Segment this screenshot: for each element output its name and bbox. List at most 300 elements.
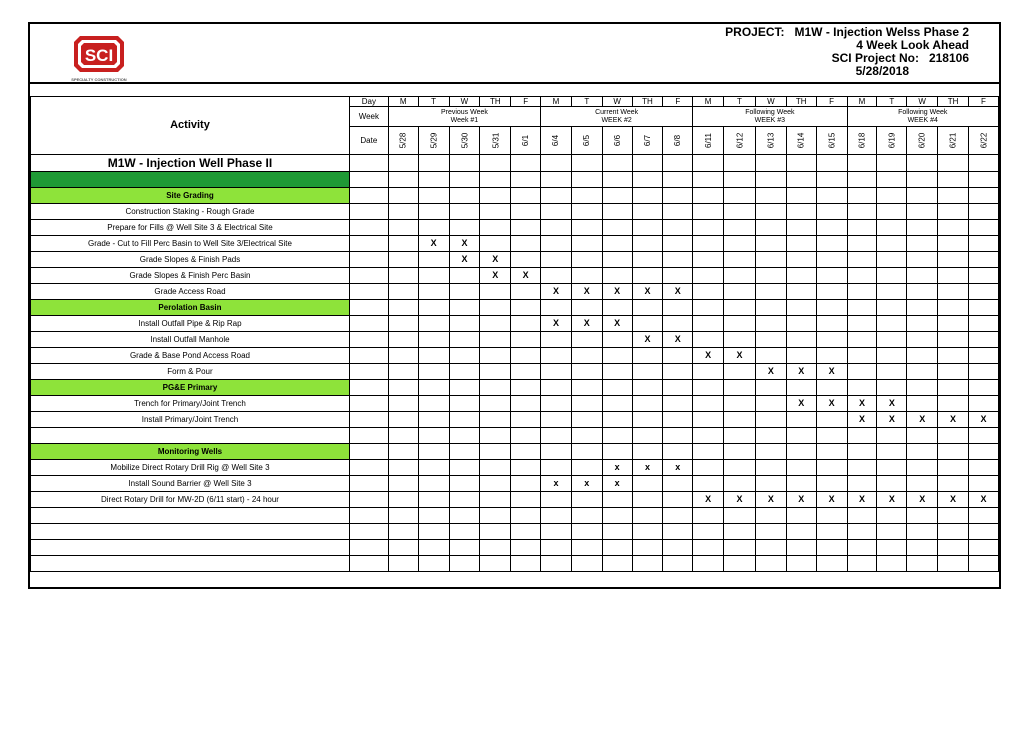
schedule-cell: [663, 252, 693, 268]
schedule-cell: [449, 284, 480, 300]
schedule-table: [30, 96, 999, 572]
schedule-cell: [968, 460, 998, 476]
schedule-cell: [907, 204, 938, 220]
schedule-cell: [724, 364, 756, 380]
schedule-cell: [511, 412, 541, 428]
schedule-cell: [755, 172, 786, 188]
schedule-cell: [877, 476, 907, 492]
week-cell: [349, 348, 388, 364]
schedule-cell: [968, 316, 998, 332]
day-label: Day: [349, 97, 388, 107]
schedule-cell: [571, 364, 602, 380]
schedule-cell: [847, 268, 877, 284]
schedule-cell: [693, 412, 724, 428]
schedule-cell: [816, 348, 847, 364]
date-cell: [388, 127, 418, 155]
schedule-cell: [877, 220, 907, 236]
schedule-cell: [877, 428, 907, 444]
schedule-cell: [663, 204, 693, 220]
schedule-cell: [938, 476, 969, 492]
schedule-cell: [571, 188, 602, 204]
day-cell: TH: [480, 97, 511, 107]
schedule-cell: [511, 188, 541, 204]
schedule-cell: [632, 188, 663, 204]
activity-name: Grade Access Road: [31, 284, 350, 300]
date-cell: [786, 127, 816, 155]
schedule-cell: [418, 556, 449, 572]
schedule-cell: [449, 524, 480, 540]
week-cell: [349, 492, 388, 508]
schedule-cell: [571, 524, 602, 540]
schedule-cell: [877, 364, 907, 380]
date-cell: [968, 127, 998, 155]
schedule-cell: [632, 380, 663, 396]
schedule-cell: [755, 412, 786, 428]
schedule-cell: [571, 236, 602, 252]
schedule-cell: [847, 428, 877, 444]
schedule-cell: [693, 300, 724, 316]
logo-text: SCI: [84, 46, 114, 65]
schedule-cell: [693, 524, 724, 540]
schedule-cell: [449, 380, 480, 396]
schedule-cell: X: [968, 412, 998, 428]
schedule-cell: [663, 155, 693, 172]
schedule-cell: [877, 155, 907, 172]
schedule-cell: [724, 172, 756, 188]
schedule-cell: [907, 220, 938, 236]
schedule-cell: [755, 220, 786, 236]
schedule-cell: [571, 252, 602, 268]
schedule-cell: [907, 332, 938, 348]
schedule-cell: [602, 252, 632, 268]
schedule-cell: [786, 172, 816, 188]
schedule-cell: [480, 556, 511, 572]
schedule-cell: [816, 380, 847, 396]
schedule-cell: [968, 540, 998, 556]
activity-name: [31, 524, 350, 540]
activity-name: Install Sound Barrier @ Well Site 3: [31, 476, 350, 492]
schedule-cell: [632, 556, 663, 572]
schedule-cell: [755, 155, 786, 172]
schedule-cell: [388, 252, 418, 268]
schedule-cell: [541, 155, 572, 172]
schedule-cell: [907, 268, 938, 284]
schedule-cell: [938, 364, 969, 380]
schedule-sheet: [28, 22, 1001, 589]
schedule-cell: [786, 155, 816, 172]
schedule-cell: [480, 444, 511, 460]
schedule-cell: [480, 236, 511, 252]
schedule-cell: [480, 332, 511, 348]
schedule-cell: [480, 300, 511, 316]
schedule-cell: [418, 476, 449, 492]
schedule-cell: [480, 396, 511, 412]
activity-name: Site Grading: [31, 188, 350, 204]
day-cell: M: [693, 97, 724, 107]
day-cell: T: [724, 97, 756, 107]
schedule-cell: [755, 460, 786, 476]
schedule-cell: [388, 300, 418, 316]
activity-row: [31, 284, 999, 300]
date-text: 5/29: [429, 132, 439, 149]
schedule-cell: [511, 332, 541, 348]
schedule-cell: [786, 188, 816, 204]
logo-subtext: SPECIALTY CONSTRUCTION: [71, 77, 127, 82]
schedule-cell: [907, 364, 938, 380]
schedule-cell: [938, 204, 969, 220]
schedule-cell: [877, 316, 907, 332]
schedule-cell: [693, 476, 724, 492]
schedule-cell: [388, 236, 418, 252]
date-cell: [907, 127, 938, 155]
date-text: 6/18: [857, 132, 867, 149]
activity-row: [31, 412, 999, 428]
schedule-cell: [938, 556, 969, 572]
day-cell: W: [755, 97, 786, 107]
activity-name: [31, 428, 350, 444]
activity-name: Grade Slopes & Finish Pads: [31, 252, 350, 268]
schedule-cell: [511, 380, 541, 396]
schedule-cell: X: [724, 492, 756, 508]
activity-row: [31, 220, 999, 236]
schedule-cell: [847, 348, 877, 364]
schedule-cell: [571, 428, 602, 444]
schedule-cell: [511, 428, 541, 444]
date-text: 5/31: [490, 132, 500, 149]
date-text: 6/1: [521, 134, 531, 147]
date-text: 6/6: [612, 134, 622, 147]
schedule-cell: [816, 204, 847, 220]
week-header-line: WEEK #4: [907, 116, 938, 124]
schedule-cell: [388, 188, 418, 204]
week-cell: [349, 252, 388, 268]
schedule-cell: [663, 268, 693, 284]
schedule-cell: [418, 428, 449, 444]
schedule-cell: [663, 556, 693, 572]
date-cell: [877, 127, 907, 155]
schedule-cell: [663, 428, 693, 444]
schedule-cell: [907, 396, 938, 412]
schedule-cell: [755, 348, 786, 364]
schedule-cell: [571, 540, 602, 556]
activity-row: [31, 396, 999, 412]
schedule-cell: [632, 172, 663, 188]
schedule-cell: [388, 204, 418, 220]
week-cell: [349, 428, 388, 444]
schedule-cell: [724, 444, 756, 460]
schedule-cell: [724, 508, 756, 524]
schedule-cell: [907, 155, 938, 172]
schedule-cell: [755, 284, 786, 300]
schedule-cell: [816, 188, 847, 204]
date-cell: [663, 127, 693, 155]
week-header-line: Current Week: [595, 108, 639, 116]
day-cell: T: [418, 97, 449, 107]
schedule-cell: X: [571, 316, 602, 332]
schedule-cell: [968, 220, 998, 236]
schedule-cell: [847, 508, 877, 524]
schedule-cell: [693, 380, 724, 396]
activity-name: Trench for Primary/Joint Trench: [31, 396, 350, 412]
schedule-cell: [724, 252, 756, 268]
schedule-cell: [877, 172, 907, 188]
schedule-cell: [816, 220, 847, 236]
schedule-cell: [480, 540, 511, 556]
section-row: [31, 380, 999, 396]
schedule-cell: [755, 252, 786, 268]
schedule-cell: [938, 332, 969, 348]
schedule-cell: [693, 220, 724, 236]
schedule-cell: [938, 444, 969, 460]
date-text: 6/14: [796, 132, 806, 149]
schedule-cell: [907, 556, 938, 572]
schedule-cell: [388, 524, 418, 540]
schedule-cell: [388, 268, 418, 284]
day-cell: W: [602, 97, 632, 107]
activity-name: Grade - Cut to Fill Perc Basin to Well Site 3/Electrical Site: [31, 236, 350, 252]
schedule-cell: [388, 172, 418, 188]
schedule-cell: [786, 284, 816, 300]
activity-name: [31, 172, 350, 188]
project-number-line: SCI Project No: 218106: [831, 51, 969, 65]
schedule-cell: [816, 524, 847, 540]
schedule-cell: [632, 236, 663, 252]
schedule-cell: [602, 300, 632, 316]
schedule-cell: [541, 444, 572, 460]
date-cell: [755, 127, 786, 155]
week-label: Week: [349, 107, 388, 127]
schedule-cell: [602, 508, 632, 524]
schedule-cell: [571, 332, 602, 348]
schedule-cell: X: [847, 396, 877, 412]
schedule-cell: [816, 556, 847, 572]
schedule-cell: [541, 252, 572, 268]
schedule-cell: X: [877, 492, 907, 508]
schedule-cell: [541, 300, 572, 316]
schedule-cell: [632, 348, 663, 364]
schedule-cell: X: [511, 268, 541, 284]
schedule-cell: [418, 172, 449, 188]
schedule-cell: [449, 444, 480, 460]
schedule-cell: [968, 476, 998, 492]
schedule-cell: [449, 540, 480, 556]
schedule-cell: X: [693, 348, 724, 364]
schedule-cell: X: [418, 236, 449, 252]
schedule-cell: [632, 508, 663, 524]
schedule-cell: [877, 348, 907, 364]
schedule-cell: [571, 204, 602, 220]
date-text: 6/15: [827, 132, 837, 149]
activity-name: Grade Slopes & Finish Perc Basin: [31, 268, 350, 284]
schedule-cell: [663, 188, 693, 204]
schedule-cell: [968, 155, 998, 172]
schedule-cell: X: [755, 364, 786, 380]
week-header-line: Week #1: [450, 116, 479, 124]
schedule-cell: x: [602, 476, 632, 492]
schedule-cell: [602, 492, 632, 508]
schedule-cell: [847, 284, 877, 300]
schedule-cell: X: [816, 492, 847, 508]
schedule-cell: [877, 268, 907, 284]
schedule-cell: [602, 540, 632, 556]
week-cell: [349, 380, 388, 396]
schedule-cell: [755, 332, 786, 348]
schedule-cell: [388, 492, 418, 508]
schedule-cell: [847, 460, 877, 476]
schedule-cell: [571, 380, 602, 396]
date-text: 6/19: [887, 132, 897, 149]
schedule-cell: X: [816, 396, 847, 412]
schedule-cell: [755, 316, 786, 332]
schedule-cell: [541, 204, 572, 220]
schedule-cell: [786, 380, 816, 396]
schedule-cell: x: [602, 460, 632, 476]
date-text: 6/5: [582, 134, 592, 147]
activity-name: PG&E Primary: [31, 380, 350, 396]
schedule-cell: [816, 236, 847, 252]
schedule-cell: [602, 556, 632, 572]
schedule-cell: [816, 284, 847, 300]
schedule-cell: [755, 444, 786, 460]
schedule-cell: [816, 428, 847, 444]
schedule-cell: [755, 188, 786, 204]
activity-row: [31, 172, 999, 188]
date-text: 6/13: [766, 132, 776, 149]
schedule-cell: [907, 476, 938, 492]
schedule-cell: [968, 236, 998, 252]
schedule-cell: [693, 316, 724, 332]
schedule-cell: [663, 220, 693, 236]
schedule-cell: [511, 460, 541, 476]
week-cell: [349, 332, 388, 348]
schedule-cell: [480, 380, 511, 396]
schedule-cell: [511, 220, 541, 236]
schedule-cell: X: [907, 412, 938, 428]
schedule-cell: [388, 380, 418, 396]
activity-name: Monitoring Wells: [31, 444, 350, 460]
activity-row: [31, 252, 999, 268]
schedule-cell: [511, 172, 541, 188]
schedule-cell: [693, 236, 724, 252]
schedule-cell: [449, 396, 480, 412]
schedule-cell: [693, 204, 724, 220]
schedule-cell: [968, 204, 998, 220]
schedule-cell: [907, 300, 938, 316]
schedule-cell: [907, 508, 938, 524]
activity-row: [31, 508, 999, 524]
schedule-cell: [724, 155, 756, 172]
date-cell: [511, 127, 541, 155]
schedule-cell: [847, 444, 877, 460]
schedule-cell: [418, 268, 449, 284]
schedule-cell: [388, 348, 418, 364]
schedule-cell: [724, 556, 756, 572]
schedule-cell: [632, 220, 663, 236]
schedule-cell: [938, 524, 969, 540]
schedule-cell: [480, 460, 511, 476]
schedule-cell: [816, 172, 847, 188]
schedule-cell: X: [877, 396, 907, 412]
schedule-cell: [786, 220, 816, 236]
schedule-cell: [511, 508, 541, 524]
week-header-line: Following Week: [745, 108, 795, 116]
activity-row: [31, 204, 999, 220]
week-cell: [349, 220, 388, 236]
schedule-cell: [388, 508, 418, 524]
day-cell: M: [847, 97, 877, 107]
schedule-cell: [938, 460, 969, 476]
activity-name: Prepare for Fills @ Well Site 3 & Electrical Site: [31, 220, 350, 236]
schedule-cell: [877, 252, 907, 268]
schedule-cell: [511, 252, 541, 268]
activity-name: [31, 540, 350, 556]
schedule-cell: [907, 284, 938, 300]
schedule-cell: [877, 300, 907, 316]
activity-name: Grade & Base Pond Access Road: [31, 348, 350, 364]
schedule-cell: [418, 348, 449, 364]
date-text: 6/8: [673, 134, 683, 147]
schedule-cell: [847, 364, 877, 380]
schedule-cell: X: [938, 492, 969, 508]
schedule-cell: [541, 460, 572, 476]
schedule-cell: [480, 412, 511, 428]
week-cell: [349, 476, 388, 492]
schedule-cell: [724, 284, 756, 300]
schedule-grid: [30, 96, 999, 572]
schedule-cell: [877, 460, 907, 476]
schedule-cell: [786, 252, 816, 268]
section-row: [31, 188, 999, 204]
schedule-cell: [755, 524, 786, 540]
schedule-cell: [632, 268, 663, 284]
schedule-cell: [663, 236, 693, 252]
schedule-cell: [938, 220, 969, 236]
week-cell: [349, 540, 388, 556]
schedule-cell: [602, 268, 632, 284]
schedule-cell: [418, 396, 449, 412]
schedule-cell: [418, 284, 449, 300]
schedule-cell: [968, 332, 998, 348]
activity-name: Form & Pour: [31, 364, 350, 380]
schedule-cell: [755, 236, 786, 252]
schedule-cell: [724, 524, 756, 540]
schedule-cell: [816, 300, 847, 316]
schedule-cell: [786, 204, 816, 220]
schedule-cell: [632, 492, 663, 508]
schedule-cell: [541, 188, 572, 204]
schedule-cell: [511, 524, 541, 540]
schedule-cell: [449, 155, 480, 172]
schedule-cell: [968, 556, 998, 572]
project-info: [725, 26, 969, 78]
schedule-cell: [786, 300, 816, 316]
schedule-cell: [571, 396, 602, 412]
schedule-cell: [877, 540, 907, 556]
schedule-cell: [388, 220, 418, 236]
schedule-cell: [388, 444, 418, 460]
schedule-cell: [786, 412, 816, 428]
schedule-cell: [907, 524, 938, 540]
schedule-cell: [724, 412, 756, 428]
schedule-cell: [724, 332, 756, 348]
schedule-cell: [724, 220, 756, 236]
schedule-cell: [511, 284, 541, 300]
schedule-cell: [786, 460, 816, 476]
schedule-cell: [755, 556, 786, 572]
schedule-cell: [449, 428, 480, 444]
schedule-cell: [511, 476, 541, 492]
week-header-line: Following Week: [898, 108, 948, 116]
